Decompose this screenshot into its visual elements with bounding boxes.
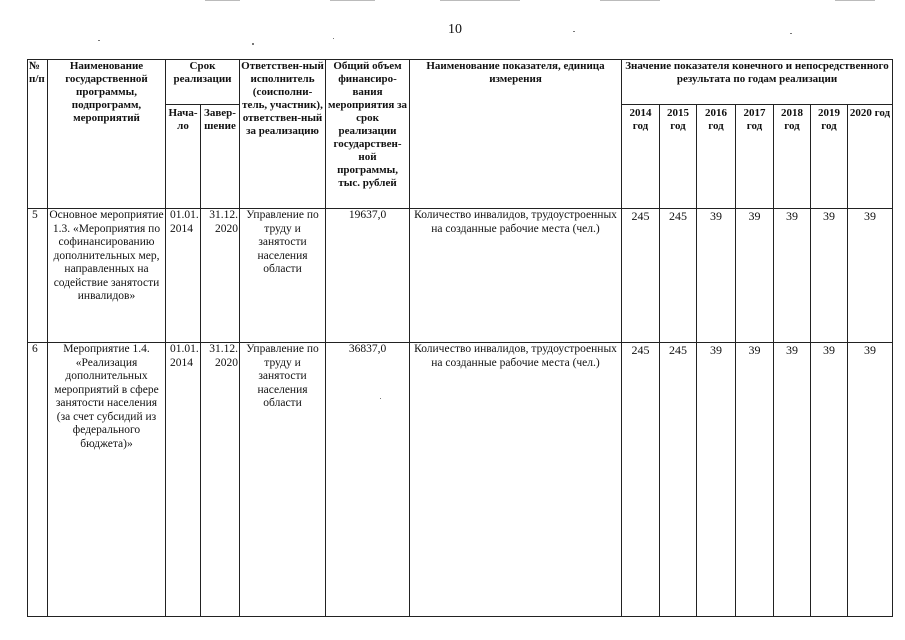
row-program-name: Мероприятие 1.4. «Реализация дополнительных мероприятий в сфере занятости населения (за счет субсидий из федерального бюджета)» (48, 343, 166, 617)
scan-speck (98, 40, 100, 41)
row-value: 39 (811, 343, 848, 617)
row-value: 245 (660, 209, 697, 343)
header-year: 2020 год (848, 105, 893, 209)
row-value: 39 (774, 209, 811, 343)
page-number: 10 (448, 22, 462, 37)
row-num: 5 (28, 209, 48, 343)
row-value: 39 (848, 343, 893, 617)
row-responsible: Управление по труду и занятости населения области (240, 343, 326, 617)
row-value: 39 (697, 209, 736, 343)
header-year: 2019 год (811, 105, 848, 209)
row-value: 245 (622, 209, 660, 343)
row-financing: 36837,0 (326, 343, 410, 617)
row-value: 39 (736, 343, 774, 617)
header-row (28, 60, 893, 105)
row-financing: 19637,0 (326, 209, 410, 343)
scan-artifact (440, 0, 520, 1)
header-year: 2014 год (622, 105, 660, 209)
table-row (28, 209, 893, 343)
header-end: Завер-шение (201, 105, 240, 209)
table-row (28, 343, 893, 617)
row-value: 39 (736, 209, 774, 343)
scan-artifact (330, 0, 375, 1)
scan-speck (573, 31, 575, 32)
program-table (27, 59, 893, 617)
header-values: Значение показателя конечного и непосредственного результата по годам реализации (622, 60, 893, 105)
row-value: 245 (622, 343, 660, 617)
header-financing: Общий объем финансиро-вания мероприятия за срок реализации государствен-ной программы, тыс. рублей (326, 60, 410, 209)
scan-artifact (600, 0, 660, 1)
header-year: 2017 год (736, 105, 774, 209)
row-end: 31.12. 2020 (201, 209, 240, 343)
row-indicator: Количество инвалидов, трудоустроенных на созданные рабочие места (чел.) (410, 209, 622, 343)
row-start: 01.01. 2014 (166, 209, 201, 343)
header-indicator: Наименование показателя, единица измерения (410, 60, 622, 209)
row-value: 39 (848, 209, 893, 343)
header-period: Срок реализации (166, 60, 240, 105)
row-start: 01.01. 2014 (166, 343, 201, 617)
header-program-name: Наименование государственной программы, подпрограмм, мероприятий (48, 60, 166, 209)
row-program-name: Основное мероприятие 1.3. «Мероприятия по софинансированию дополнительных мер, направленных на содействие занятости инвалидов» (48, 209, 166, 343)
header-year: 2016 год (697, 105, 736, 209)
row-num: 6 (28, 343, 48, 617)
header-num: № п/п (28, 60, 48, 209)
scan-artifact (835, 0, 875, 1)
row-value: 39 (697, 343, 736, 617)
scan-speck (252, 43, 254, 45)
row-value: 245 (660, 343, 697, 617)
row-end: 31.12. 2020 (201, 343, 240, 617)
row-responsible: Управление по труду и занятости населения области (240, 209, 326, 343)
header-year: 2018 год (774, 105, 811, 209)
row-value: 39 (774, 343, 811, 617)
header-start: Нача-ло (166, 105, 201, 209)
row-indicator: Количество инвалидов, трудоустроенных на созданные рабочие места (чел.) (410, 343, 622, 617)
scan-speck (333, 38, 334, 39)
row-value: 39 (811, 209, 848, 343)
header-year: 2015 год (660, 105, 697, 209)
header-responsible: Ответствен-ный исполнитель (соисполни-тель, участник), ответствен-ный за реализацию (240, 60, 326, 209)
scan-artifact (205, 0, 240, 1)
scan-speck (790, 33, 792, 34)
